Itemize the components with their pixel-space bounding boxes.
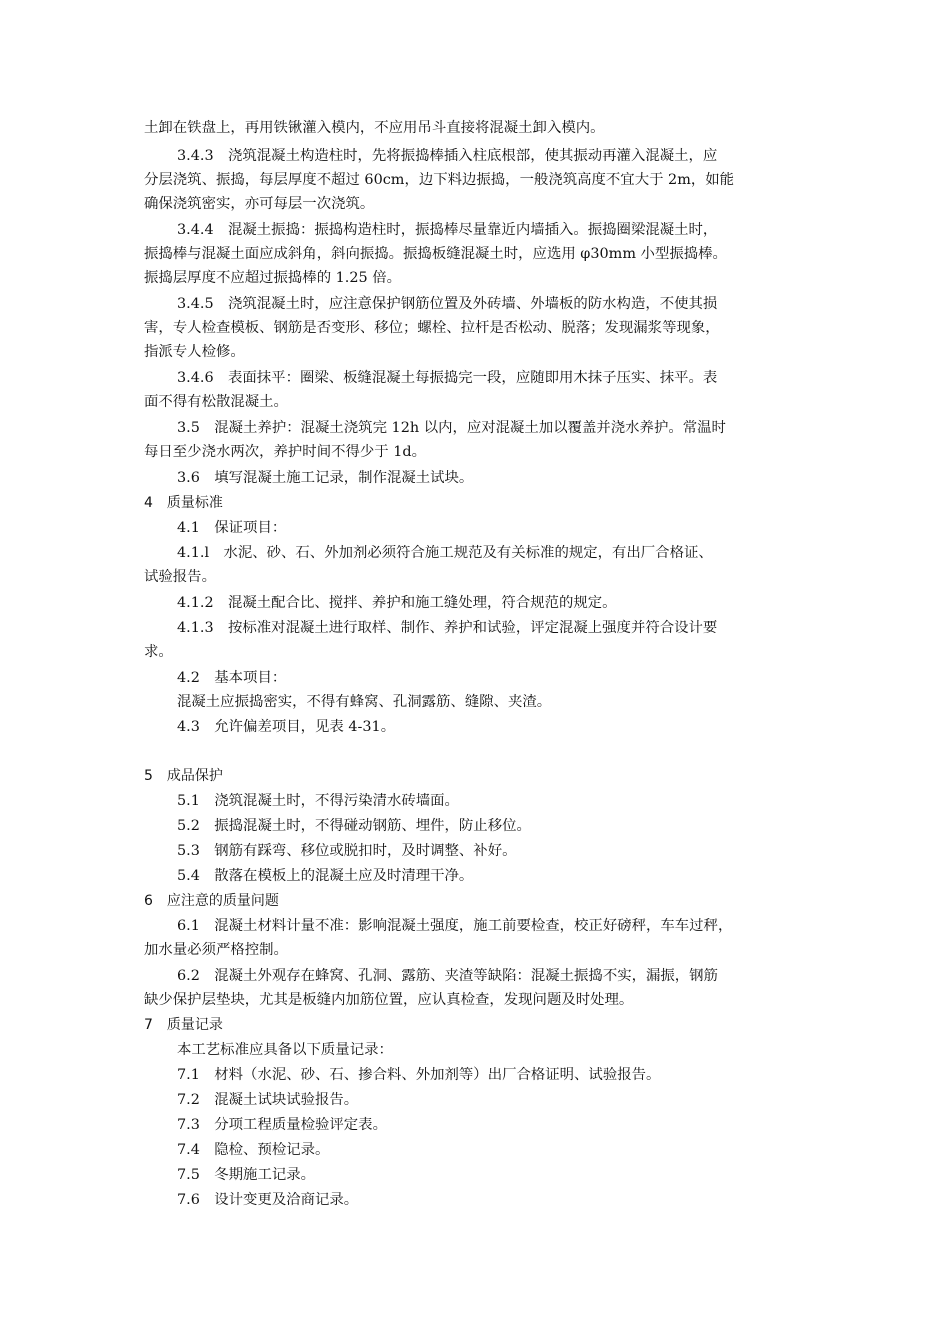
- text-line: 3.4.5 浇筑混凝土时，应注意保护钢筋位置及外砖墙、外墙板的防水构造，不使其损: [177, 296, 718, 312]
- section-heading: 4 质量标准: [144, 495, 223, 511]
- text-line: 指派专人检修。: [144, 344, 245, 360]
- text-line: 7.3 分项工程质量检验评定表。: [177, 1117, 387, 1133]
- text-line: 加水量必须严格控制。: [144, 942, 288, 958]
- text-line: 3.4.6 表面抹平：圈梁、板缝混凝土每振捣完一段，应随即用木抹子压实、抹平。表: [177, 370, 718, 386]
- text-line: 4.1 保证项目：: [177, 520, 287, 536]
- text-line: 5.2 振捣混凝土时，不得碰动钢筋、埋件，防止移位。: [177, 818, 531, 834]
- text-line: 确保浇筑密实，亦可每层一次浇筑。: [144, 196, 375, 212]
- section-heading: 5 成品保护: [144, 768, 223, 784]
- text-line: 缺少保护层垫块，尤其是板缝内加筋位置，应认真检查，发现问题及时处理。: [144, 992, 634, 1008]
- text-line: 5.3 钢筋有踩弯、移位或脱扣时，及时调整、补好。: [177, 843, 517, 859]
- text-line: 7.5 冬期施工记录。: [177, 1167, 316, 1183]
- text-line: 3.4.3 浇筑混凝土构造柱时，先将振捣棒插入柱底根部，使其振动再灌入混凝土，应: [177, 148, 718, 164]
- text-line: 4.1.2 混凝土配合比、搅拌、养护和施工缝处理，符合规范的规定。: [177, 595, 617, 611]
- text-line: 4.1.l 水泥、砂、石、外加剂必须符合施工规范及有关标准的规定，有出厂合格证、: [177, 545, 713, 561]
- text-line: 混凝土应振捣密实，不得有蜂窝、孔洞露筋、缝隙、夹渣。: [177, 694, 552, 710]
- text-line: 试验报告。: [144, 569, 216, 585]
- text-line: 6.1 混凝土材料计量不准：影响混凝土强度，施工前要检查，校正好磅秤，车车过秤，: [177, 918, 733, 934]
- text-line: 每日至少浇水两次，养护时间不得少于 1d。: [144, 444, 426, 460]
- text-line: 3.6 填写混凝土施工记录，制作混凝土试块。: [177, 470, 474, 486]
- text-line: 4.1.3 按标准对混凝土进行取样、制作、养护和试验，评定混凝上强度并符合设计要: [177, 620, 718, 636]
- text-line: 6.2 混凝土外观存在蜂窝、孔洞、露筋、夹渣等缺陷：混凝土振捣不实，漏振，钢筋: [177, 968, 718, 984]
- text-line: 害，专人检查模板、钢筋是否变形、移位；螺栓、拉杆是否松动、脱落；发现漏浆等现象，: [144, 320, 720, 336]
- text-line: 4.3 允许偏差项目，见表 4-31。: [177, 719, 396, 735]
- section-heading: 7 质量记录: [144, 1017, 223, 1033]
- text-line: 7.2 混凝土试块试验报告。: [177, 1092, 359, 1108]
- text-line: 4.2 基本项目：: [177, 670, 287, 686]
- text-line: 3.4.4 混凝土振捣：振捣构造柱时，振捣棒尽量靠近内墙插入。振捣圈梁混凝土时，: [177, 222, 718, 238]
- text-line: 7.6 设计变更及洽商记录。: [177, 1192, 359, 1208]
- text-line: 5.1 浇筑混凝土时，不得污染清水砖墙面。: [177, 793, 459, 809]
- text-line: 7.1 材料（水泥、砂、石、掺合料、外加剂等）出厂合格证明、试验报告。: [177, 1067, 661, 1083]
- text-line: 7.4 隐检、预检记录。: [177, 1142, 330, 1158]
- text-line: 振捣层厚度不应超过振捣棒的 1.25 倍。: [144, 270, 402, 286]
- text-line: 求。: [144, 644, 173, 660]
- text-line: 分层浇筑、振捣，每层厚度不超过 60cm，边下料边振捣，一般浇筑高度不宜大于 2m，如能: [144, 172, 735, 188]
- text-line: 5.4 散落在模板上的混凝土应及时清理干净。: [177, 868, 474, 884]
- text-line: 面不得有松散混凝土。: [144, 394, 288, 410]
- text-line: 振捣棒与混凝土面应成斜角，斜向振捣。振捣板缝混凝土时，应选用 φ30mm 小型振捣棒。: [144, 246, 727, 262]
- text-line: 本工艺标准应具备以下质量记录：: [177, 1042, 393, 1058]
- section-heading: 6 应注意的质量问题: [144, 893, 279, 909]
- text-line: 3.5 混凝土养护：混凝土浇筑完 12h 以内，应对混凝土加以覆盖并浇水养护。常温时: [177, 420, 726, 436]
- text-line: 土卸在铁盘上，再用铁锹灌入模内，不应用吊斗直接将混凝土卸入模内。: [144, 120, 605, 136]
